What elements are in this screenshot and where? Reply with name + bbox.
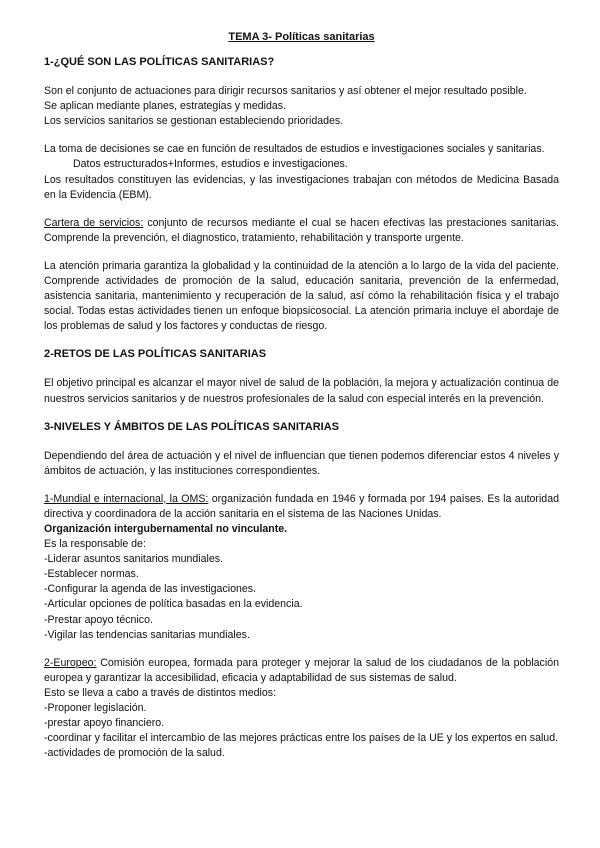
oms-list [44,552,559,643]
list-item: -actividades de promoción de la salud. [44,747,225,760]
list-item: -Prestar apoyo técnico. [44,613,153,626]
oms-paragraph [44,492,559,522]
eu-paragraph [44,656,559,686]
oms-bold-note: Organización intergubernamental no vinculante. [44,522,288,535]
eu-text: Comisión europea, formada para proteger y mejorar la salud de los ciudadanos de la población europea y garantizar la accesibilidad, eficacia y adaptabilidad de sus sistemas de salud. [44,656,559,684]
s1-paragraph-2: Se aplican mediante planes, estrategias y medidas. [44,100,287,113]
s1-paragraph-4: La toma de decisiones se cae en función de resultados de estudios e investigaciones sociales y sanitarias. [44,143,545,156]
eu-means: Esto se lleva a cabo a través de distintos medios: [44,686,277,699]
cartera-paragraph [44,216,559,246]
list-item: -Liderar asuntos sanitarios mundiales. [44,553,224,566]
list-item: -Vigilar las tendencias sanitarias mundiales. [44,628,250,641]
list-item: -prestar apoyo financiero. [44,717,165,730]
document-title: TEMA 3- Políticas sanitarias [228,31,375,43]
oms-text: organización fundada en 1946 y formada por 194 países. Es la autoridad directiva y coordinadora de la acción sanitaria en el sistema de las Naciones Unidas. [44,492,559,520]
eu-list [44,701,559,761]
s2-paragraph-1: El objetivo principal es alcanzar el mayor nivel de salud de la población, la mejora y actualización continua de nuestros servicios sanitarios y de nuestros profesionales de la salud con especial interés en la prevención. [44,377,559,405]
s1-paragraph-5: Datos estructurados+Informes, estudios e investigaciones. [73,158,348,171]
s1-paragraph-3: Los servicios sanitarios se gestionan estableciendo prioridades. [44,115,344,128]
s1-paragraph-1: Son el conjunto de actuaciones para dirigir recursos sanitarios y así obtener el mejor resultado posible. [44,85,527,98]
oms-responsibility: Es la responsable de: [44,538,146,551]
s3-intro: Dependiendo del área de actuación y el nivel de influencian que tienen podemos diferenciar estos 4 niveles y ámbitos de actuación, y las instituciones correspondientes. [44,449,559,477]
section-3-heading: 3-NIVELES Y ÁMBITOS DE LAS POLÍTICAS SANITARIAS [44,420,340,433]
list-item: -Proponer legislación. [44,702,147,714]
section-2-heading: 2-RETOS DE LAS POLÍTICAS SANITARIAS [44,348,267,361]
list-item: -Articular opciones de política basadas en la evidencia. [44,598,303,611]
oms-label: 1-Mundial e internacional, la OMS: [44,492,209,505]
list-item: -Establecer normas. [44,568,139,581]
cartera-label: Cartera de servicios: [44,216,144,229]
s1-paragraph-6: Los resultados constituyen las evidencias, y las investigaciones trabajan con métodos de Medicina Basada en la Evidencia (EBM). [44,173,559,201]
list-item: -coordinar y facilitar el intercambio de las mejores prácticas entre los países de la UE y los expertos en salud. [44,732,559,745]
list-item: -Configurar la agenda de las investigaciones. [44,583,257,596]
eu-label: 2-Europeo: [44,656,97,669]
cartera-text: conjunto de recursos mediante el cual se hacen efectivas las prestaciones sanitarias. Comprende la prevención, el diagnostico, tratamiento, rehabilitación y transporte urgente. [44,216,559,244]
s1-paragraph-7: La atención primaria garantiza la globalidad y la continuidad de la atención a lo largo de la vida del paciente. Comprende actividades de promoción de la salud, educación sanitaria, prevención de la enfermedad, asistencia sanitaria, mantenimiento y recuperación de la salud, así cómo la rehabilitación física y el trabajo social. Todas estas actividades tienen un enfoque biopsicosocial. La atención primaria incluye el abordaje de los problemas de salud y los factores y conductas de riesgo. [44,259,559,333]
section-1-heading: 1-¿QUÉ SON LAS POLÍTICAS SANITARIAS? [44,56,275,69]
document-page [44,30,559,761]
